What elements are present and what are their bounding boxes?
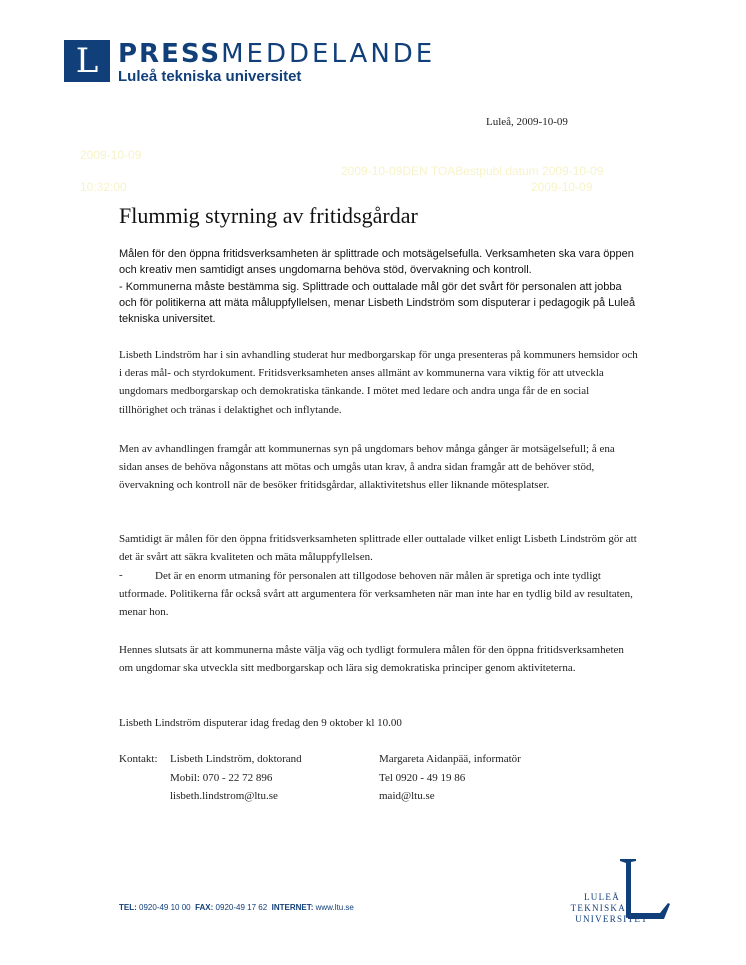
contact-block bbox=[119, 750, 521, 806]
footer-tel-label: TEL: bbox=[119, 903, 137, 912]
body-text: Men av avhandlingen framgår att kommunernas syn på ungdomars behov många gånger är motsägelsefull; å ena sidan anses de behöva någonstans att mötas och umgås utan krav, å andra sidan framgår att de behöver stöd, övervakning och kontroll när de besöker fritidsgårdar, allaktivitetshus eller liknande mötesplatser. bbox=[119, 443, 615, 492]
ltu-logo-line-1: LULEÅ bbox=[584, 892, 620, 902]
ltu-logo-line-2: TEKNISKA bbox=[570, 903, 626, 913]
lead-paragraph bbox=[119, 246, 639, 327]
lead-line-2: - Kommunerna måste bestämma sig. Splittrade och outtalade mål gör det svårt för personalen att jobba och för politikerna att mäta måluppfyllelsen, menar Lisbeth Lindström som disputerar i pedagogik på Luleå tekniska universitet. bbox=[119, 280, 636, 326]
quote-text: Det är en enorm utmaning för personalen att tillgodose behoven när målen är spretiga och inte tydligt utformade. Politikerna får också svårt att argumentera för verksamheten när man inte har en tydlig bild av resultaten, menar hon. bbox=[119, 570, 633, 619]
meddelande-word: MEDDELANDE bbox=[221, 39, 436, 69]
university-name: Luleå tekniska universitet bbox=[118, 68, 302, 85]
dateline: Luleå, 2009-10-09 bbox=[486, 116, 568, 128]
body-paragraph-4 bbox=[119, 641, 639, 677]
footer-fax-label: FAX: bbox=[195, 903, 214, 912]
body-text: Lisbeth Lindström disputerar idag fredag den 9 oktober kl 10.00 bbox=[119, 717, 402, 729]
quote-paragraph bbox=[119, 567, 639, 622]
logo-letter: L bbox=[75, 41, 99, 81]
ghost-date-left: 2009-10-09 bbox=[80, 148, 142, 162]
article-title: Flummig styrning av fritidsgårdar bbox=[119, 203, 418, 228]
contact-1-phone: Mobil: 070 - 22 72 896 bbox=[170, 771, 273, 784]
body-paragraph-2 bbox=[119, 440, 639, 495]
ltu-logo-line-3: UNIVERSITET bbox=[575, 914, 648, 924]
ghost-date-right: 2009-10-09 bbox=[531, 180, 593, 194]
press-release-heading bbox=[118, 40, 435, 68]
footer-internet[interactable]: www.ltu.se bbox=[315, 903, 354, 912]
contact-1-name: Lisbeth Lindström, doktorand bbox=[170, 753, 302, 765]
contact-1-email[interactable]: lisbeth.lindstrom@ltu.se bbox=[170, 790, 278, 802]
ltu-logo-text bbox=[548, 892, 648, 925]
ghost-range-right: 2009-10-09DEN TOABestpubl.datum 2009-10-09 bbox=[341, 164, 604, 178]
footer-tel: 0920-49 10 00 bbox=[139, 903, 191, 912]
ghost-time-left: 10:32:00 bbox=[80, 180, 127, 194]
quote-dash: - bbox=[119, 569, 123, 582]
contact-2-email[interactable]: maid@ltu.se bbox=[379, 790, 435, 802]
footer-internet-label: INTERNET: bbox=[271, 903, 314, 912]
body-text: Samtidigt är målen för den öppna fritidsverksamheten splittrade eller outtalade vilket enligt Lisbeth Lindström gör att det är svårt att säkra kvaliteten och mäta måluppfyllelsen. bbox=[119, 533, 637, 564]
ltu-logo-badge bbox=[64, 40, 110, 82]
body-text: Lisbeth Lindström har i sin avhandling studerat hur medborgarskap för unga presenteras på kommuners hemsidor och i deras mål- och styrdokument. Fritidsverksamheten anses allmänt av kommunerna vara viktig för att utveckla ungdomars medborgarskap och demokratiska tänkande. I mötet med ledare och andra unga får de en social tillhörighet och tränas i delaktighet och inflytande. bbox=[119, 349, 638, 416]
lead-line-1: Målen för den öppna fritidsverksamheten är splittrade och motsägelsefulla. Verksamheten ska vara öppen och kreativ men samtidigt anses ungdomarna behöva stöd, övervakning och kontroll. bbox=[119, 248, 634, 277]
footer-fax: 0920-49 17 62 bbox=[215, 903, 268, 912]
contact-label: Kontakt: bbox=[119, 753, 158, 765]
contact-2-name: Margareta Aidanpää, informatör bbox=[379, 753, 521, 765]
press-word: PRESS bbox=[118, 39, 222, 69]
body-paragraph-5 bbox=[119, 714, 639, 732]
body-paragraph-1 bbox=[119, 346, 639, 419]
body-text: Hennes slutsats är att kommunerna måste välja väg och tydligt formulera målen för den öppna fritidsverksamheten om ungdomar ska utveckla sitt medborgarskap och lära sig demokratiska principer genom aktiviteterna. bbox=[119, 644, 624, 675]
contact-2-phone: Tel 0920 - 49 19 86 bbox=[379, 771, 466, 784]
footer-contact-line bbox=[119, 903, 354, 912]
